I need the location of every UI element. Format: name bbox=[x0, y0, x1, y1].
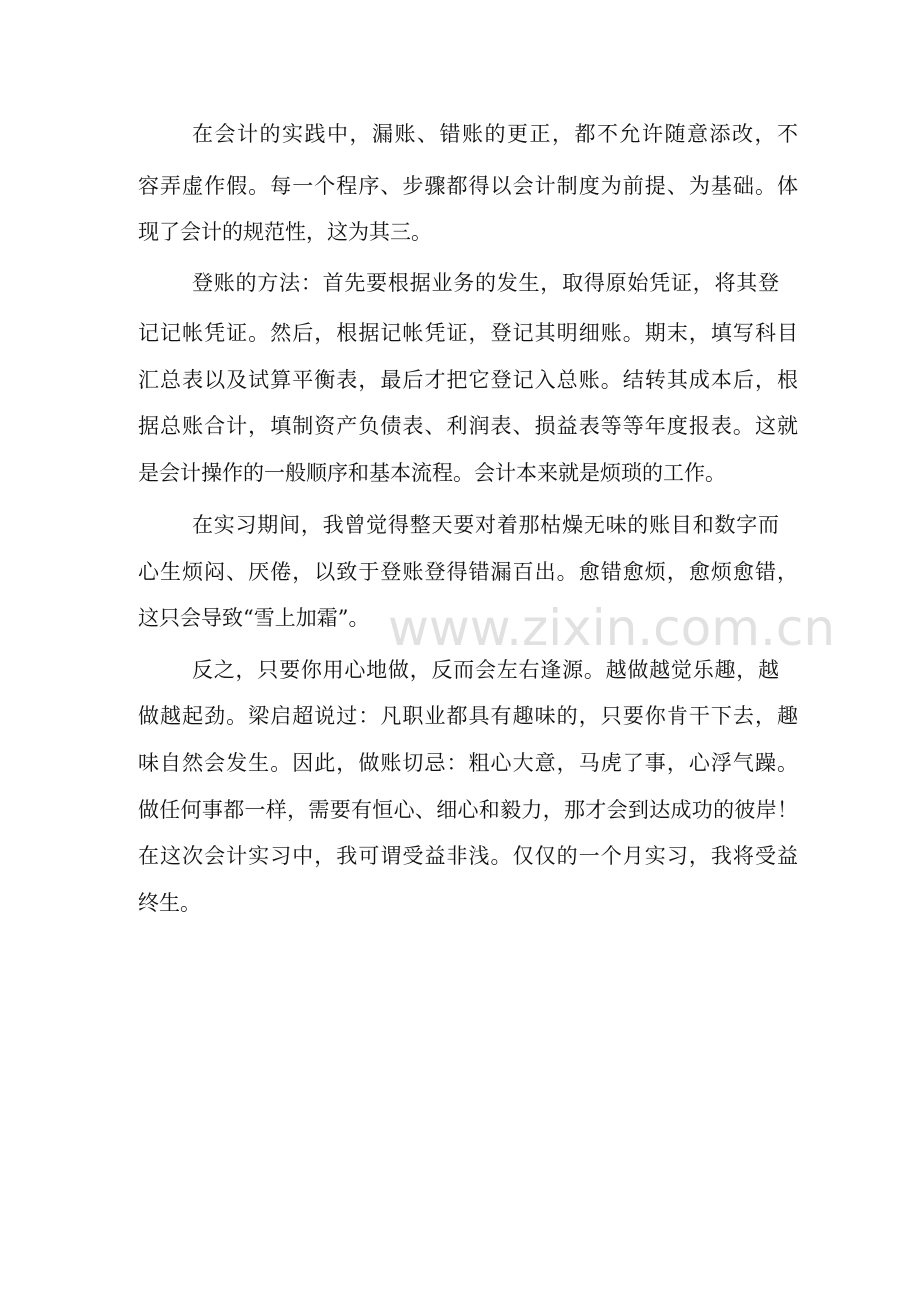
paragraph-1-line-2: 容弄虚作假。每一个程序、步骤都得以会计制度为前提、为基础。体 bbox=[138, 174, 798, 198]
paragraph-3-line-2: 心生烦闷、厌倦，以致于登账登得错漏百出。愈错愈烦，愈烦愈错， bbox=[138, 560, 798, 584]
paragraph-2-line-2: 记记帐凭证。然后，根据记帐凭证，登记其明细账。期末，填写科目 bbox=[138, 321, 798, 345]
paragraph-2-line-4: 据总账合计，填制资产负债表、利润表、损益表等等年度报表。这就 bbox=[138, 414, 798, 438]
paragraph-2-line-3: 汇总表以及试算平衡表，最后才把它登记入总账。结转其成本后，根 bbox=[138, 368, 798, 392]
paragraph-4-line-2: 做越起劲。梁启超说过：凡职业都具有趣味的，只要你肯干下去，趣 bbox=[138, 704, 798, 728]
paragraph-4-line-6: 终生。 bbox=[138, 891, 201, 915]
paragraph-3-line-1: 在实习期间，我曾觉得整天要对着那枯燥无味的账目和数字而 bbox=[192, 513, 779, 537]
paragraph-4-line-1: 反之，只要你用心地做，反而会左右逢源。越做越觉乐趣，越 bbox=[192, 658, 779, 682]
paragraph-3-line-3: 这只会导致“雪上加霜”。 bbox=[138, 606, 370, 630]
watermark: www.zixin.com.cn bbox=[388, 599, 836, 657]
paragraph-2-line-5: 是会计操作的一般顺序和基本流程。会计本来就是烦琐的工作。 bbox=[138, 461, 726, 485]
paragraph-1-line-1: 在会计的实践中，漏账、错账的更正，都不允许随意添改，不 bbox=[192, 122, 798, 146]
paragraph-2-line-1: 登账的方法：首先要根据业务的发生，取得原始凭证，将其登 bbox=[192, 271, 779, 295]
paragraph-1-line-3: 现了会计的规范性，这为其三。 bbox=[138, 220, 432, 244]
paragraph-4-line-4: 做任何事都一样，需要有恒心、细心和毅力，那才会到达成功的彼岸！ bbox=[138, 798, 798, 822]
paragraph-4-line-5: 在这次会计实习中，我可谓受益非浅。仅仅的一个月实习，我将受益 bbox=[138, 844, 798, 868]
paragraph-4-line-3: 味自然会发生。因此，做账切忌：粗心大意，马虎了事，心浮气躁。 bbox=[138, 751, 798, 775]
